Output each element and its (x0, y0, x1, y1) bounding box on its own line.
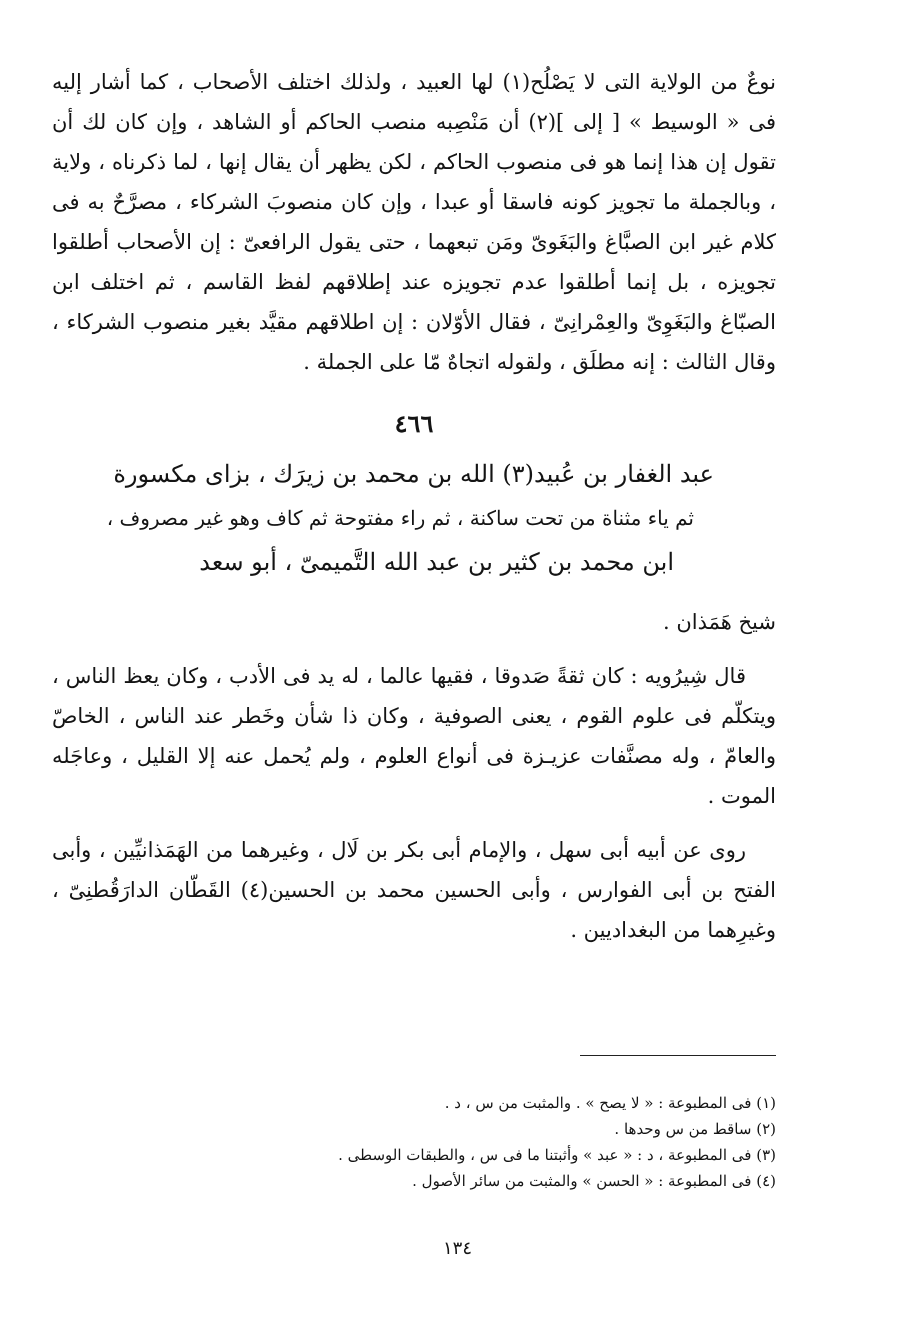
entry-number: ٤٦٦ (394, 409, 434, 438)
entry-heading (52, 452, 776, 584)
footnotes (52, 1090, 776, 1194)
entry-heading-line-1: عبد الغفار بن عُبيد(٣) الله بن محمد بن زيرَك ، بزاى مكسورة (113, 460, 714, 488)
footnote-2: (٢) ساقط من س وحدها . (614, 1120, 776, 1138)
shaykh-line: شيخ هَمَذان . (662, 610, 776, 634)
page-number: ١٣٤ (442, 1238, 472, 1259)
shiruya-paragraph: قال شِيرُويه : كان ثقةً صَدوقا ، فقيها عالما ، له يد فى الأدب ، وكان يعظ الناس ، ويتكلّم فى علوم القوم ، يعنى الصوفية ، وكان ذا شأن وخَطر عند الناس ، الخاصّ والعامّ ، وله مصنَّفات عزيـزة فى أنواع العلوم ، ولم يُحمل عنه إلا القليل ، وعاجَله الموت . (52, 664, 776, 808)
footnote-divider (580, 1055, 776, 1056)
entry-heading-line-2: ثم ياء مثناة من تحت ساكنة ، ثم راء مفتوحة ثم كاف وهو غير مصروف ، (106, 506, 694, 530)
spacer (52, 642, 776, 656)
entry-heading-line-3: ابن محمد بن كثير بن عبد الله التَّميمىّ ، أبو سعد (199, 548, 674, 576)
spacer (52, 816, 776, 830)
footnote-1: (١) فى المطبوعة : « لا يصح » . والمثبت من س ، د . (444, 1094, 776, 1112)
intro-paragraph: نوعٌ من الولاية التى لا يَصْلُح(١) لها العبيد ، ولذلك اختلف الأصحاب ، كما أشار إليه فى « الوسيط » [ إلى ](٢) أن مَنْصِبه منصب الحاكم أو الشاهد ، وإن كان لك أن تقول إن هذا إنما هو فى منصوب الحاكم ، لكن يظهر أن يقال إنها ، لما ذكرناه ، ولاية ، وبالجملة ما تجويز كونه فاسقا أو عبدا ، وإن كان منصوبَ الشركاء ، مصرَّحٌ به فى كلام غير ابن الصبَّاغ والبَغَوىّ ومَن تبعهما ، حتى يقول الرافعىّ : إن الأصحاب أطلقوا تجويزه ، بل إنما أطلقوا عدم تجويزه عند إطلاقهم لفظ القاسم ، ثم اختلف ابن الصبّاغ والبَغَوِىّ والعِمْرانِىّ ، فقال الأوّلان : إن اطلاقهم مقيَّد بغير منصوب الشركاء ، وقال الثالث : إنه مطلَق ، ولقوله اتجاهٌ مّا على الجملة . (52, 70, 776, 374)
spacer (52, 584, 776, 602)
narration-paragraph: روى عن أبيه أبى سهل ، والإمام أبى بكر بن لَال ، وغيرهما من الهَمَذانيِّين ، وأبى الفتح بن أبى الفوارس ، وأبى الحسين محمد بن الحسين(٤) القَطّان الدارَقُطنِىّ ، وغيرِهما من البغداديين . (52, 838, 776, 942)
footnote-3: (٣) فى المطبوعة ، د : « عبد » وأثبتنا ما فى س ، والطبقات الوسطى . (338, 1146, 776, 1164)
page-body (52, 62, 776, 950)
footnote-4: (٤) فى المطبوعة : « الحسن » والمثبت من سائر الأصول . (412, 1172, 776, 1190)
